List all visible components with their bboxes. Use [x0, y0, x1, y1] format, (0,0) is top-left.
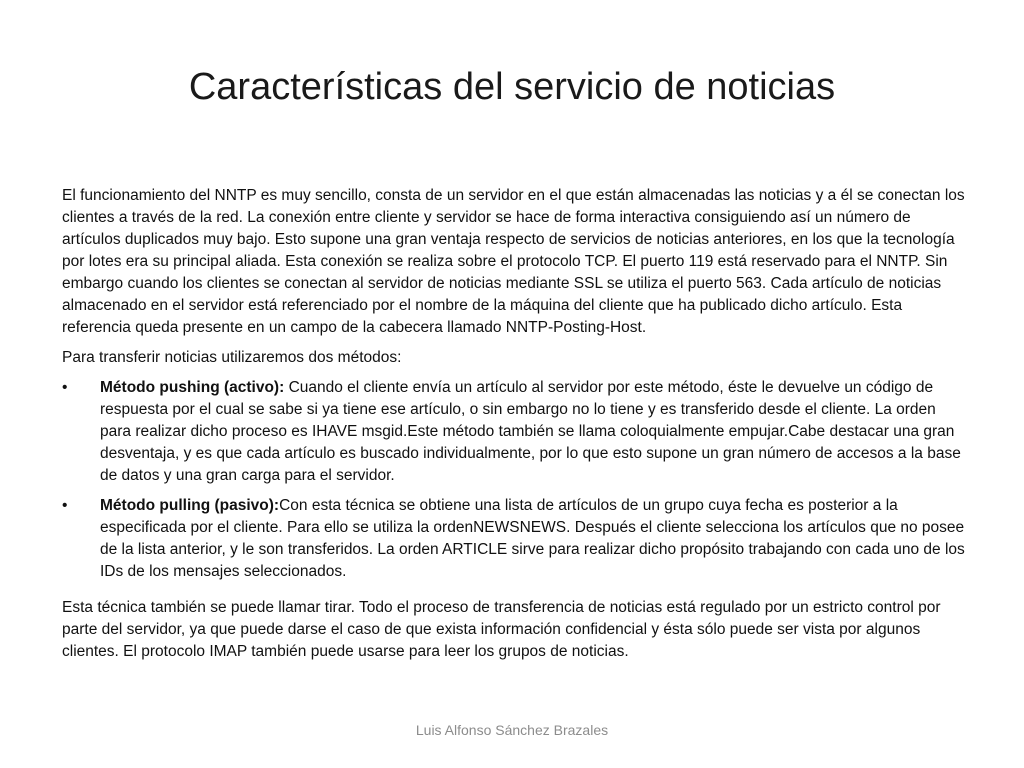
slide-body: [62, 185, 968, 671]
bullet-marker: •: [62, 497, 68, 514]
methods-list: [62, 377, 968, 583]
bullet-lead-pushing: Método pushing (activo):: [100, 379, 285, 396]
slide-title: Características del servicio de noticias: [188, 66, 836, 108]
bullet-marker: •: [62, 379, 68, 396]
bullet-text-pulling: Con esta técnica se obtiene una lista de artículos de un grupo cuya fecha es posterior a la especificada por el cliente. Para ello se utiliza la ordenNEWSNEWS. Después el cliente selecciona los artículos que no posee de la lista anterior, y le son transferidos. La orden ARTICLE sirve para realizar dicho propósito trabajando con cada uno de los IDs de los mensajes seleccionados.: [100, 497, 965, 580]
bullet-text-pushing: Cuando el cliente envía un artículo al servidor por este método, éste le devuelve un código de respuesta por el cual se sabe si ya tiene ese artículo, o sin embargo no lo tiene y es transferido desde el cliente. La orden para realizar dicho proceso es IHAVE msgid.Este método también se llama coloquialmente empujar.Cabe destacar una gran desventaja, y es que cada artículo es buscado individualmente, por lo que esto supone un gran número de accesos a la base de datos y una gran carga para el servidor.: [100, 379, 961, 484]
intro-paragraph: El funcionamiento del NNTP es muy sencillo, consta de un servidor en el que están almacenadas las noticias y a él se conectan los clientes a través de la red. La conexión entre cliente y servidor se hace de forma interactiva consiguiendo así un número de artículos duplicados muy bajo. Esto supone una gran ventaja respecto de servicios de noticias anteriores, en los que la tecnología por lotes era su principal aliada. Esta conexión se realiza sobre el protocolo TCP. El puerto 119 está reservado para el NNTP. Sin embargo cuando los clientes se conectan al servidor de noticias mediante SSL se utiliza el puerto 563. Cada artículo de noticias almacenado en el servidor está referenciado por el nombre de la máquina del cliente que ha publicado dicho artículo. Esta referencia queda presente en un campo de la cabecera llamado NNTP-Posting-Host.: [62, 187, 965, 336]
closing-paragraph: Esta técnica también se puede llamar tirar. Todo el proceso de transferencia de noticias está regulado por un estricto control por parte del servidor, ya que puede darse el caso de que exista información confidencial y ésta sólo puede ser vista por algunos clientes. El protocolo IMAP también puede usarse para leer los grupos de noticias.: [62, 599, 941, 660]
list-item-pulling: [62, 495, 968, 583]
bullet-lead-pulling: Método pulling (pasivo):: [100, 497, 280, 514]
methods-intro-paragraph: Para transferir noticias utilizaremos dos métodos:: [62, 349, 402, 366]
list-item-pushing: [62, 377, 968, 487]
footer-author: Luis Alfonso Sánchez Brazales: [415, 722, 609, 738]
